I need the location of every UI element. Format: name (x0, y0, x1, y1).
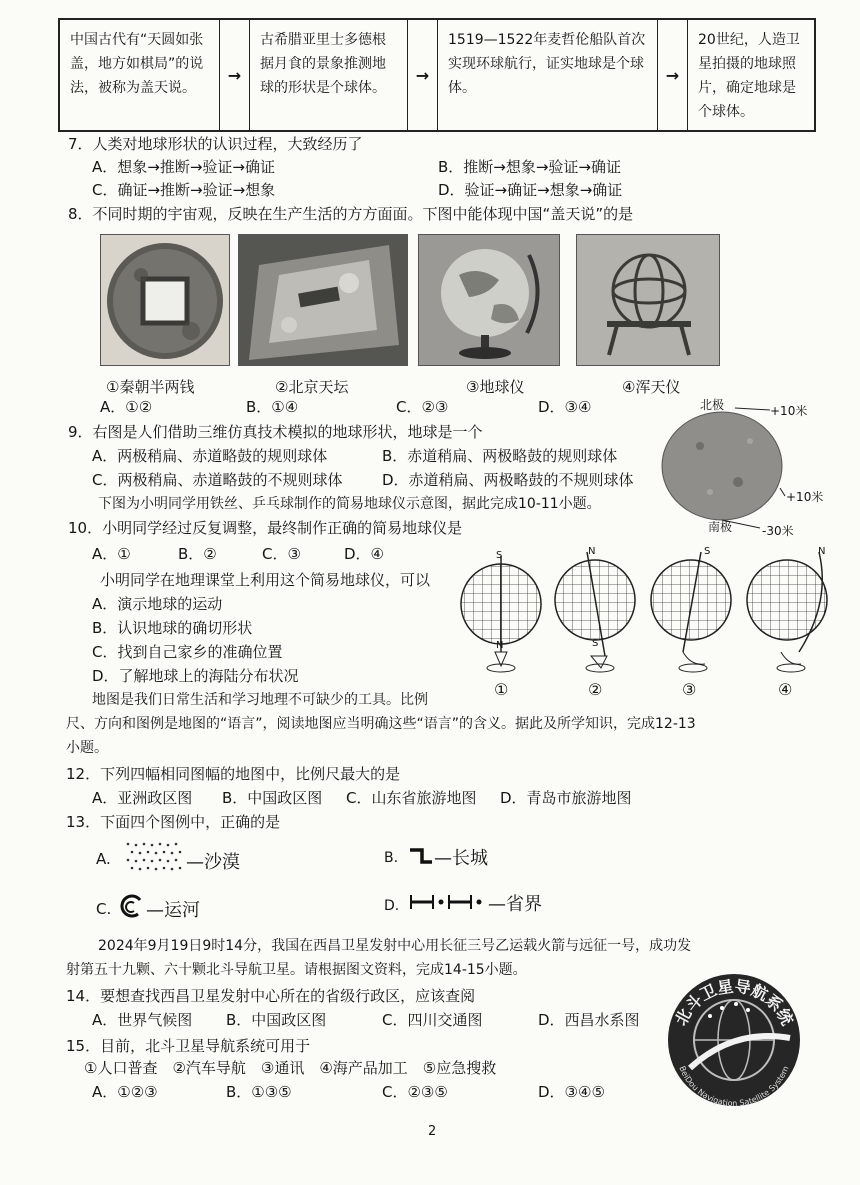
fig-north-pole-label: 北极 (700, 398, 725, 412)
earth-shape-figure (650, 396, 840, 536)
q8-caption-1: ①秦朝半两钱 (106, 378, 195, 396)
q12-stem: 12．下列四幅相同图幅的地图中，比例尺最大的是 (66, 765, 401, 783)
q7-option-b: B．推断→想象→验证→确证 (438, 158, 621, 176)
q13-c-letter: C. (96, 900, 112, 918)
q11-option-c: C．找到自己家乡的准确位置 (92, 643, 283, 661)
armillary-sphere-icon (577, 235, 719, 365)
flow-step-1: 中国古代有“天圆如张盖，地方如棋局”的说法，被称为盖天说。 (60, 20, 220, 130)
logo-en-text: BeiDou Navigation Satellite System (677, 1064, 791, 1108)
globe-3 (651, 552, 731, 672)
flow-step-3: 1519—1522年麦哲伦船队首次实现环球航行，证实地球是个球体。 (438, 20, 658, 130)
q10-option-d: D．④ (344, 545, 384, 563)
q15-option-c: C．②③⑤ (382, 1083, 448, 1101)
q15-option-b: B．①③⑤ (226, 1083, 292, 1101)
q8-option-d: D．③④ (538, 398, 592, 416)
q10-option-c: C．③ (262, 545, 301, 563)
intro-12-13-line1: 地图是我们日常生活和学习地理不可缺少的工具。比例 (92, 692, 428, 708)
q8-option-b: B．①④ (246, 398, 299, 416)
q9-option-d: D．赤道稍扁、两极略鼓的不规则球体 (382, 471, 634, 489)
fig-bottom-value: -30米 (762, 524, 794, 538)
armillary-sphere-image (576, 234, 720, 366)
globe-1 (461, 556, 541, 672)
q14-option-d: D．西昌水系图 (538, 1011, 640, 1029)
q9-option-c: C．两极稍扁、赤道略鼓的不规则球体 (92, 471, 343, 489)
q9-option-b: B．赤道稍扁、两极略鼓的规则球体 (382, 447, 618, 465)
q7-option-a: A．想象→推断→验证→确证 (92, 158, 275, 176)
globe-1-top: S (496, 550, 503, 561)
globe-icon (419, 235, 559, 365)
q15-items: ①人口普查 ②汽车导航 ③通讯 ④海产品加工 ⑤应急搜救 (84, 1059, 497, 1077)
globe-photo-image (418, 234, 560, 366)
q8-caption-3: ③地球仪 (466, 378, 525, 396)
q13-a-text: —沙漠 (186, 852, 240, 873)
globe-1-label: ① (494, 680, 509, 699)
q11-option-b: B．认识地球的确切形状 (92, 619, 253, 637)
q10-option-b: B．② (178, 545, 217, 563)
q7-stem: 7．人类对地球形状的认识过程，大致经历了 (68, 135, 363, 153)
q13-b-letter: B. (384, 850, 399, 866)
intro-14-15-line2: 射第五十九颗、六十颗北斗导航卫星。请根据图文资料，完成14-15小题。 (66, 962, 527, 978)
intro-14-15-line1: 2024年9月19日9时14分，我国在西昌卫星发射中心用长征三号乙运载火箭与远征一号，成功发 (98, 938, 692, 954)
q14-option-a: A．世界气候图 (92, 1011, 193, 1029)
globe-2-top: N (588, 546, 596, 557)
globe-1-bottom: N (496, 640, 504, 651)
globe-4 (747, 552, 827, 672)
q15-option-a: A．①②③ (92, 1083, 158, 1101)
canal-legend-icon (118, 892, 146, 920)
intro-12-13-line2: 尺、方向和图例是地图的“语言”，阅读地图应当明确这些“语言”的含义。据此及所学知识，完成12-13 (66, 716, 696, 732)
desert-legend-icon (124, 840, 188, 878)
q8-stem: 8．不同时期的宇宙观，反映在生产生活的方方面面。下图中能体现中国“盖天说”的是 (68, 205, 634, 223)
q15-option-d: D．③④⑤ (538, 1083, 605, 1101)
q14-stem: 14．要想查找西昌卫星发射中心所在的省级行政区，应该查阅 (66, 987, 476, 1005)
q7-option-c: C．确证→推断→验证→想象 (92, 181, 276, 199)
fig-right-value: +10米 (786, 490, 824, 504)
globe-3-label: ③ (682, 680, 697, 699)
q7-option-d: D．验证→确证→想象→确证 (438, 181, 623, 199)
great-wall-legend-icon (408, 844, 434, 866)
coin-image (100, 234, 230, 366)
intro-10-11: 下图为小明同学用铁丝、乒乓球制作的简易地球仪示意图，据此完成10-11小题。 (98, 496, 601, 512)
temple-aerial-icon (239, 235, 407, 365)
q8-option-c: C．②③ (396, 398, 449, 416)
provincial-border-legend-icon (408, 892, 484, 912)
q13-c-text: —运河 (146, 900, 200, 921)
globe-3-top: S (704, 546, 711, 557)
q15-stem: 15．目前，北斗卫星导航系统可用于 (66, 1037, 311, 1055)
q12-option-d: D．青岛市旅游地图 (500, 789, 632, 807)
q12-option-b: B．中国政区图 (222, 789, 323, 807)
q11-stem: 小明同学在地理课堂上利用这个简易地球仪，可以 (100, 571, 431, 589)
q13-stem: 13．下面四个图例中，正确的是 (66, 813, 281, 831)
q9-option-a: A．两极稍扁、赤道略鼓的规则球体 (92, 447, 328, 465)
flow-step-2: 古希腊亚里士多德根据月食的景象推测地球的形状是个球体。 (250, 20, 408, 130)
q13-d-text: —省界 (488, 894, 542, 915)
history-flow-table (58, 18, 816, 132)
globe-2 (555, 552, 635, 672)
flow-arrow-1: → (220, 20, 250, 130)
globe-2-label: ② (588, 680, 603, 699)
q10-option-a: A．① (92, 545, 131, 563)
q8-option-a: A．①② (100, 398, 153, 416)
q14-option-c: C．四川交通图 (382, 1011, 483, 1029)
q13-a-letter: A. (96, 850, 111, 868)
globe-4-top: N (818, 546, 826, 557)
q12-option-a: A．亚洲政区图 (92, 789, 193, 807)
q13-b-text: —长城 (434, 848, 488, 869)
q14-option-b: B．中国政区图 (226, 1011, 327, 1029)
flow-arrow-2: → (408, 20, 438, 130)
intro-12-13-line3: 小题。 (66, 740, 108, 756)
fig-top-value: +10米 (770, 404, 808, 418)
globes-figure (455, 548, 840, 680)
globe-2-bottom: S (592, 638, 599, 649)
flow-step-4: 20世纪，人造卫星拍摄的地球照片，确定地球是个球体。 (698, 32, 800, 120)
globe-4-label: ④ (778, 680, 793, 699)
page-number: 2 (428, 1124, 437, 1139)
q8-caption-4: ④浑天仪 (622, 378, 681, 396)
temple-of-heaven-image (238, 234, 408, 366)
q13-d-letter: D. (384, 898, 400, 914)
q8-caption-2: ②北京天坛 (275, 378, 349, 396)
q11-option-a: A．演示地球的运动 (92, 595, 223, 613)
q9-stem: 9．右图是人们借助三维仿真技术模拟的地球形状，地球是一个 (68, 423, 483, 441)
q12-option-c: C．山东省旅游地图 (346, 789, 477, 807)
fig-south-pole-label: 南极 (708, 520, 733, 534)
q11-option-d: D．了解地球上的海陆分布状况 (92, 667, 299, 685)
beidou-logo-icon (660, 968, 808, 1108)
q10-stem: 10．小明同学经过反复调整，最终制作正确的简易地球仪是 (68, 519, 463, 537)
flow-arrow-3: → (658, 20, 688, 130)
ban-liang-coin-icon (101, 235, 229, 365)
logo-cn-text: 北斗卫星导航系统 (671, 976, 797, 1029)
